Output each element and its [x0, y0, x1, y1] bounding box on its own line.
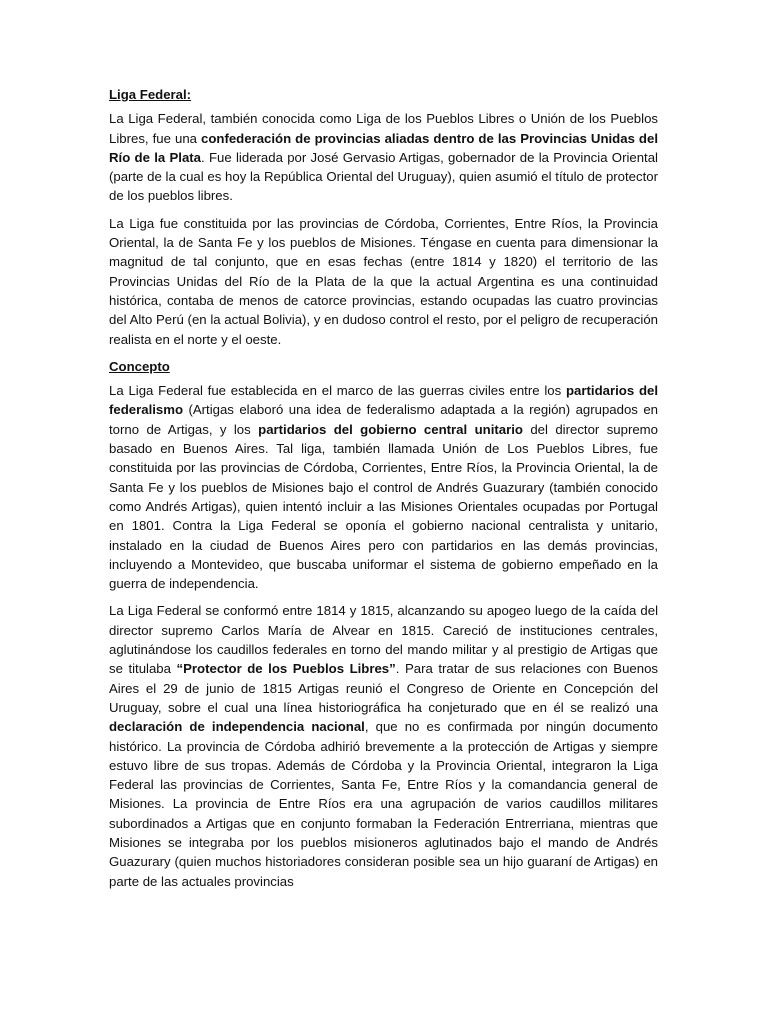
text-run: La Liga Federal se conformó entre 1814 y 1815, alcanzando su apogeo luego de la caída del director supremo Carlos María de Alvear en 1815. Careció de instituciones centrales, aglutinándose los caudillos federales en torno del mando militar y al prestigio de Artigas que se titulaba	[109, 603, 658, 677]
bold-text-run: partidarios del federalismo	[109, 383, 658, 418]
text-run: . Para tratar de sus relaciones con Buenos Aires el 29 de junio de 1815 Artigas reunió el Congreso de Oriente en Concepción del Uruguay, sobre el cual una línea historiográfica ha conjeturado que en él se realizó una	[109, 661, 659, 715]
text-run: La Liga Federal, también conocida como Liga de los Pueblos Libres o Unión de los Pueblos Libres, fue una	[109, 111, 658, 146]
text-run: . Fue liderada por José Gervasio Artigas, gobernador de la Provincia Oriental (parte de la cual es hoy la República Oriental del Uruguay), quien asumió el título de protector de los pueblos libres.	[109, 149, 658, 204]
bold-text-run: declaración de independencia nacional	[109, 719, 365, 735]
text-run: , que no es confirmada por ningún documento histórico. La provincia de Córdoba adhirió brevemente a la protección de Artigas y siempre estuvo libre de sus tropas. Además de Córdoba y la Provincia Oriental, integraron la Liga Federal las provincias de Corrientes, Santa Fe, Entre Ríos y la comandancia general de Misiones. La provincia de Entre Ríos era una agrupación de varios caudillos militares subordinados a Artigas que en conjunto formaban la Federación Entrerriana, mientras que Misiones se integraba por los pueblos misioneros aglutinados bajo el mando de Andrés Guazurary (quien muchos historiadores consideran posible sea un hijo guaraní de Artigas) en parte de las actuales provincias	[109, 719, 658, 889]
text-run: (Artigas elaboró una idea de federalismo adaptada a la región) agrupados en torno de Artigas, y los	[109, 402, 658, 437]
document-page	[109, 85, 658, 899]
text-run: La Liga fue constituida por las provincias de Córdoba, Corrientes, Entre Ríos, la Provincia Oriental, la de Santa Fe y los pueblos de Misiones. Téngase en cuenta para dimensionar la magnitud de tal conjunto, que en esas fechas (entre 1814 y 1820) el territorio de las Provincias Unidas del Río de la Plata de la que la actual Argentina es una continuidad histórica, contaba de menos de catorce provincias, estando ocupadas las cuatro provincias del Alto Perú (en la actual Bolivia), y en dudoso control el resto, por el peligro de recuperación realista en el norte y el oeste.	[109, 215, 658, 347]
paragraph-history	[109, 601, 658, 890]
paragraph-constitution	[109, 214, 658, 349]
text-run: La Liga Federal fue establecida en el marco de las guerras civiles entre los	[109, 383, 566, 399]
paragraph-intro	[109, 109, 658, 205]
bold-text-run: “Protector de los Pueblos Libres”	[176, 661, 396, 677]
section-heading-liga-federal: Liga Federal:	[109, 87, 192, 102]
bold-text-run: partidarios del gobierno central unitario	[258, 421, 523, 437]
bold-text-run: confederación de provincias aliadas dentro de las Provincias Unidas del Río de la Plata	[109, 130, 658, 165]
paragraph-concept	[109, 381, 658, 593]
text-run: del director supremo basado en Buenos Aires. Tal liga, también llamada Unión de Los Pueblos Libres, fue constituida por las provincias de Córdoba, Corrientes, Entre Ríos, la Provincia Oriental, la de Santa Fe y los pueblos de Misiones bajo el control de Andrés Guazurary (también conocido como Andrés Artigas), quien intentó incluir a las Misiones Orientales ocupadas por Portugal en 1801. Contra la Liga Federal se oponía el gobierno nacional centralista y unitario, instalado en la ciudad de Buenos Aires pero con partidarios en las demás provincias, incluyendo a Montevideo, que buscaba uniformar el sistema de gobierno empeñado en la guerra de independencia.	[109, 421, 658, 592]
section-heading-concepto: Concepto	[109, 358, 170, 374]
